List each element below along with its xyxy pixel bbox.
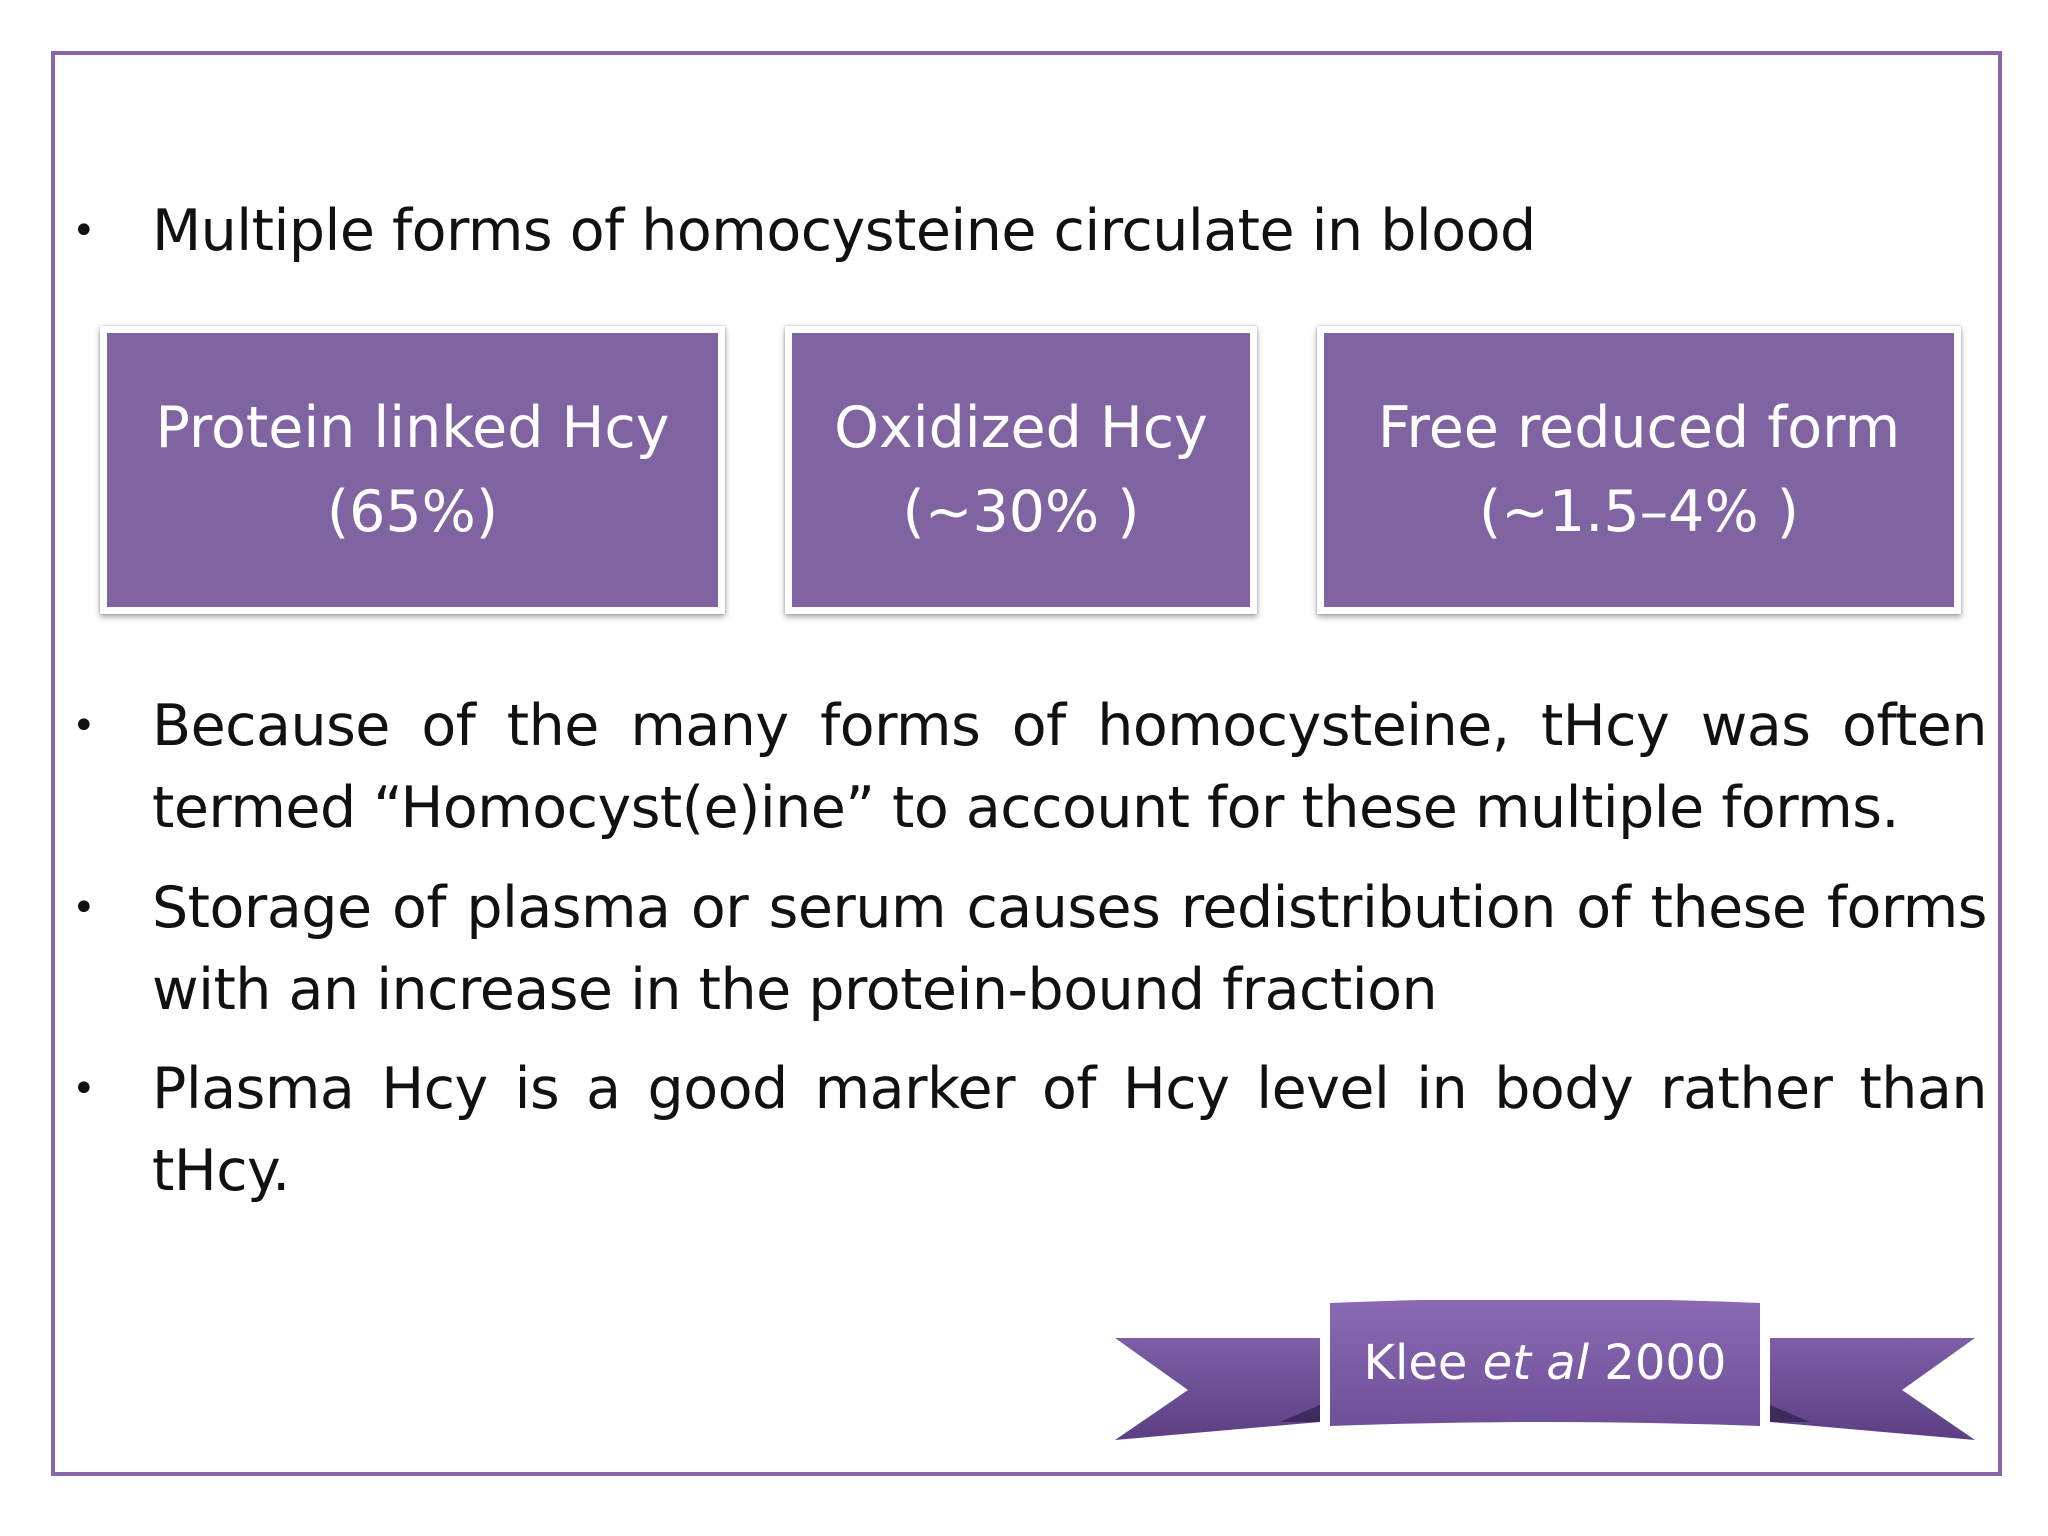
form-name: Free reduced form	[1377, 395, 1901, 461]
citation-text	[1310, 1300, 1780, 1426]
bullet-storage-redistribution	[72, 867, 1987, 1031]
bullet-dot: •	[72, 1066, 96, 1112]
form-share: (~30% )	[902, 479, 1140, 545]
bullet-text: Multiple forms of homocysteine circulate in blood	[152, 198, 1536, 264]
bullet-text: Plasma Hcy is a good marker of Hcy level in body rather than tHcy.	[152, 1056, 1987, 1204]
bullet-homocysteine-term	[72, 685, 1987, 849]
form-box-oxidized	[785, 326, 1257, 614]
form-share: (65%)	[326, 479, 499, 545]
citation-ribbon	[1110, 1300, 1980, 1450]
form-box-protein-linked	[100, 326, 725, 614]
citation-year: 2000	[1604, 1335, 1727, 1391]
bullet-dot: •	[72, 208, 96, 254]
form-name: Protein linked Hcy	[155, 395, 670, 461]
citation-etal: et al	[1482, 1335, 1590, 1391]
form-box-free-reduced	[1317, 326, 1961, 614]
bullet-text: Because of the many forms of homocysteine, tHcy was often termed “Homocyst(e)ine” to account for these multiple forms.	[152, 693, 1987, 841]
bullet-dot: •	[72, 885, 96, 931]
bullet-forms-circulate	[72, 190, 1612, 272]
bullet-dot: •	[72, 703, 96, 749]
form-share: (~1.5–4% )	[1479, 479, 1799, 545]
citation-author: Klee	[1363, 1335, 1468, 1391]
bullet-plasma-marker	[72, 1048, 1987, 1212]
form-name: Oxidized Hcy	[834, 395, 1208, 461]
bullet-text: Storage of plasma or serum causes redistribution of these forms with an increase in the protein-bound fraction	[152, 875, 1987, 1023]
